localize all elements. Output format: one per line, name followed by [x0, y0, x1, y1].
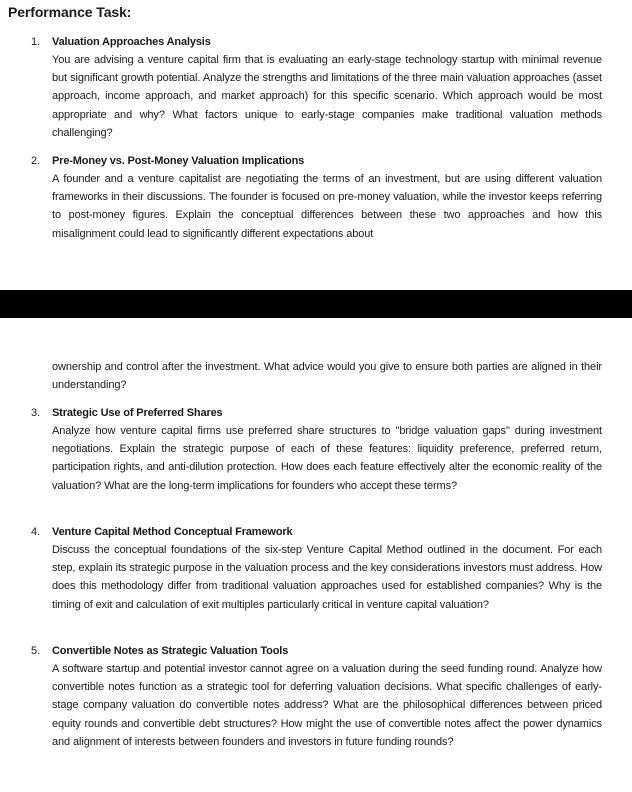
task-title: Venture Capital Method Conceptual Framework: [52, 526, 293, 538]
task-title: Valuation Approaches Analysis: [52, 36, 211, 48]
page-top: [0, 0, 632, 290]
page-title: Performance Task:: [8, 4, 132, 20]
task-number: 5.: [31, 645, 41, 657]
task-body-continuation: ownership and control after the investment. What advice would you give to ensure both parties are aligned in their understanding?: [52, 361, 602, 392]
page-bottom: [0, 318, 632, 792]
task-number: 2.: [31, 155, 41, 167]
page-break-bar: [0, 290, 632, 318]
task-body: A software startup and potential investor cannot agree on a valuation during the seed funding round. Analyze how convertible notes function as a strategic tool for deferring valuation decisions. What specific challenges of early-stage company valuation do convertible notes address? What are the philosophical differences between priced equity rounds and convertible debt structures? How might the use of convertible notes affect the power dynamics and alignment of interests between founders and investors in future funding rounds?: [52, 663, 602, 748]
task-title: Pre-Money vs. Post-Money Valuation Implications: [52, 155, 305, 167]
task-body: Discuss the conceptual foundations of the six-step Venture Capital Method outlined in the document. For each step, explain its strategic purpose in the valuation process and the key considerations investors must address. How does this methodology differ from traditional valuation approaches used for established companies? Why is the timing of exit and calculation of exit multiples particularly critical in venture capital valuation?: [52, 544, 602, 611]
task-number: 1.: [31, 36, 41, 48]
task-body: A founder and a venture capitalist are negotiating the terms of an investment, but are using different valuation frameworks in their discussions. The founder is focused on pre-money valuation, while the investor keeps referring to post-money figures. Explain the conceptual differences between these two approaches and how this misalignment could lead to significantly different expectations about: [52, 173, 602, 240]
task-number: 3.: [31, 407, 41, 419]
task-title: Convertible Notes as Strategic Valuation Tools: [52, 645, 289, 657]
task-number: 4.: [31, 526, 41, 538]
task-title: Strategic Use of Preferred Shares: [52, 407, 223, 419]
task-body: Analyze how venture capital firms use preferred share structures to "bridge valuation gaps" during investment negotiations. Explain the strategic purpose of each of these features: liquidity preference, preferred return, participation rights, and anti-dilution protection. How does each feature effectively alter the economic reality of the valuation? What are the long-term implications for founders who accept these terms?: [52, 425, 602, 492]
task-body: You are advising a venture capital firm that is evaluating an early-stage technology startup with minimal revenue but significant growth potential. Analyze the strengths and limitations of the three main valuation approaches (asset approach, income approach, and market approach) for this specific scenario. Which approach would be most appropriate and why? What factors unique to early-stage companies make traditional valuation methods challenging?: [52, 54, 602, 139]
